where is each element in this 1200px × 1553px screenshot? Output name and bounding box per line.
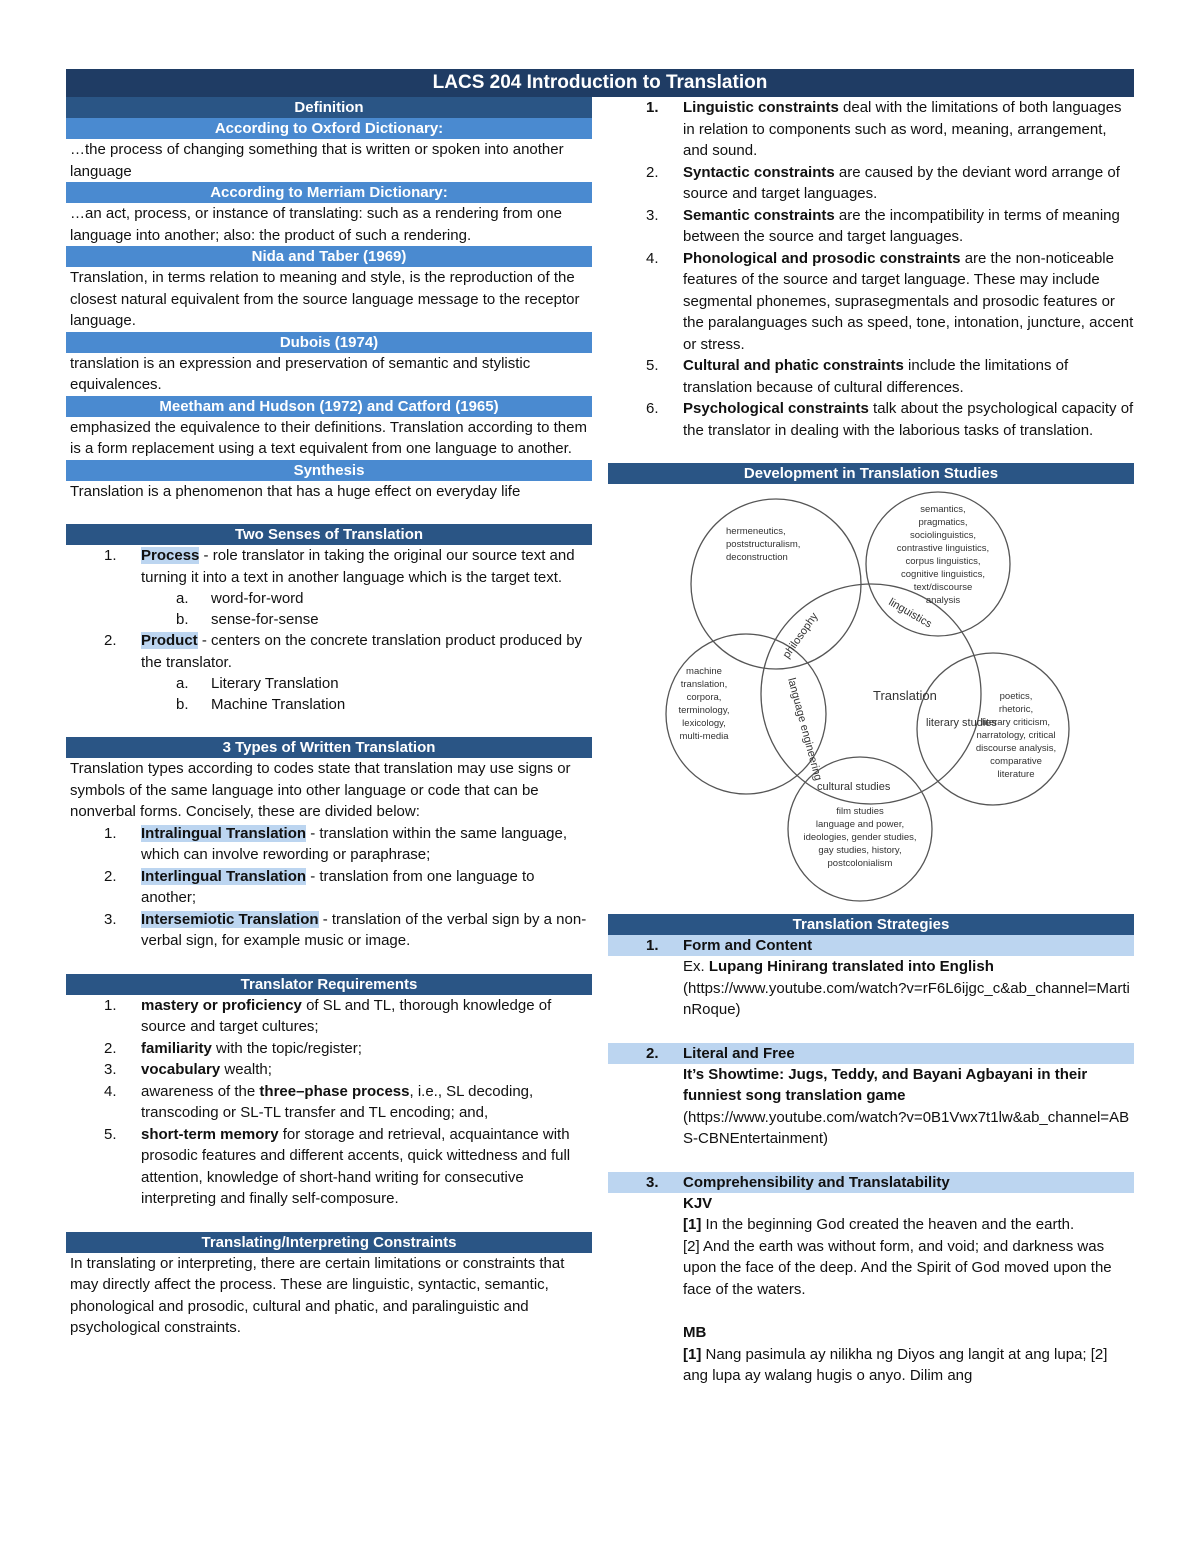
requirements-header: Translator Requirements	[66, 974, 592, 995]
literary-circle	[917, 653, 1069, 805]
strategy-1-header: 1. Form and Content	[608, 935, 1134, 956]
strategy-2-body: It’s Showtime: Jugs, Teddy, and Bayani Agbayani in their funniest song translation game	[683, 1065, 1088, 1104]
literary-term: comparative	[990, 756, 1042, 767]
term-highlight: Interlingual Translation	[141, 867, 307, 885]
philosophy-label: philosophy	[780, 610, 821, 661]
literary-term: literary criticism,	[981, 717, 1051, 728]
linguistics-term: contrastive linguistics,	[896, 543, 990, 554]
list-item: 2. Interlingual Translation - translation from one language to another;	[104, 867, 535, 906]
linguistics-term: text/discourse	[913, 582, 973, 593]
linguistics-term: cognitive linguistics,	[901, 569, 985, 580]
sub-item: a. Literary Translation	[176, 675, 339, 692]
two-senses-list	[66, 545, 592, 715]
dubois-header: Dubois (1974)	[66, 332, 592, 353]
list-item: 1. Process - role translator in taking the original our source text and turning it into a text in another language which is the target text.	[104, 547, 575, 586]
list-item: 4. Phonological and prosodic constraints are the non-noticeable features of the source and target language. These may include segmental phonemes, suprasegmentals and prosodic features or the paralanguages such as speed, tone, intonation, juncture, accent or stress.	[646, 249, 1134, 353]
sub-list	[66, 673, 592, 715]
linguistics-label: linguistics	[886, 596, 934, 631]
synthesis-text: Translation is a phenomenon that has a huge effect on everyday life	[70, 482, 521, 500]
meetham-text: emphasized the equivalence to their definitions. Translation according to them is a form replacement using a text equivalent from one language to another.	[70, 418, 587, 457]
list-item: 1. Intralingual Translation - translation within the same language, which can involve rewording or paraphrase;	[104, 824, 568, 863]
literary-term: literature	[997, 769, 1035, 780]
list-item: 2. Syntactic constraints are caused by the deviant word arrange of source and target languages.	[646, 163, 1120, 202]
merriam-text: …an act, process, or instance of translating: such as a rendering from one language into another; also: the product of such a rendering.	[70, 205, 562, 244]
cultural-term: postcolonialism	[827, 858, 893, 869]
philosophy-term: deconstruction	[726, 552, 788, 563]
cultural-term: language and power,	[815, 819, 905, 830]
literary-term: discourse analysis,	[975, 743, 1057, 754]
definition-header: Definition	[66, 97, 592, 118]
meetham-header: Meetham and Hudson (1972) and Catford (1965)	[66, 396, 592, 417]
constraints-header: Translating/Interpreting Constraints	[66, 1232, 592, 1253]
literary-term: rhetoric,	[998, 704, 1034, 715]
list-item: 2. Product - centers on the concrete translation product produced by the translator.	[104, 632, 583, 671]
term-highlight: Intersemiotic Translation	[141, 910, 319, 928]
engineering-term: multi-media	[679, 731, 729, 742]
kjv-verse-2: [2] And the earth was without form, and void; and darkness was upon the face of the deep. And the Spirit of God moved upon the face of the waters.	[683, 1237, 1112, 1298]
list-item: 4. awareness of the three–phase process, i.e., SL decoding, transcoding or SL-TL transfer and TL encoding; and,	[104, 1082, 534, 1121]
strategy-2-header: 2. Literal and Free	[608, 1043, 1134, 1064]
constraint-list	[608, 97, 1134, 441]
list-item: 3. vocabulary wealth;	[104, 1061, 272, 1078]
oxford-header: According to Oxford Dictionary:	[66, 118, 592, 139]
literary-studies-label: literary studies	[926, 717, 997, 729]
strategy-2-link[interactable]: (https://www.youtube.com/watch?v=0B1Vwx7t1lw&ab_channel=ABS-CBNEntertainment)	[683, 1108, 1130, 1147]
strategy-3-header: 3. Comprehensibility and Translatability	[608, 1172, 1134, 1193]
term-highlight: Product	[141, 632, 198, 649]
philosophy-term: hermeneutics,	[726, 526, 786, 537]
nida-text: Translation, in terms relation to meaning and style, is the reproduction of the closest natural equivalent from the source language message to the receptor language.	[70, 269, 580, 329]
oxford-text: …the process of changing something that is written or spoken into another language	[70, 141, 564, 180]
kjv-label: KJV	[683, 1194, 713, 1212]
list-item: 1. Linguistic constraints deal with the limitations of both languages in relation to components such as word, meaning, arrangement, and sound.	[646, 99, 1122, 159]
merriam-header: According to Merriam Dictionary:	[66, 182, 592, 203]
philosophy-term: poststructuralism,	[726, 539, 801, 550]
engineering-term: lexicology,	[682, 718, 726, 729]
requirements-list	[66, 995, 592, 1210]
mb-label: MB	[683, 1324, 707, 1341]
translation-studies-diagram	[608, 484, 1134, 904]
list-item: 3. Semantic constraints are the incompatibility in terms of meaning between the source and target languages.	[646, 206, 1120, 245]
development-header: Development in Translation Studies	[608, 463, 1134, 484]
engineering-term: terminology,	[678, 705, 730, 716]
two-senses-header: Two Senses of Translation	[66, 524, 592, 545]
sub-item: b. sense-for-sense	[176, 611, 319, 628]
list-item: 3. Intersemiotic Translation - translation of the verbal sign by a non-verbal sign, for example music or image.	[104, 910, 587, 949]
cultural-studies-label: cultural studies	[817, 781, 891, 793]
synthesis-header: Synthesis	[66, 460, 592, 481]
page-title: LACS 204 Introduction to Translation	[66, 69, 1134, 97]
kjv-verse-1: [1] In the beginning God created the heaven and the earth.	[683, 1216, 1075, 1233]
cultural-term: gay studies, history,	[818, 845, 902, 856]
list-item: 5. Cultural and phatic constraints include the limitations of translation because of cultural differences.	[646, 357, 1069, 396]
dubois-text: translation is an expression and preservation of semantic and stylistic equivalences.	[70, 354, 531, 393]
cultural-term: film studies	[836, 806, 884, 817]
nida-header: Nida and Taber (1969)	[66, 246, 592, 267]
engineering-term: corpora,	[686, 692, 722, 703]
literary-term: narratology, critical	[976, 730, 1056, 741]
diagram-center-label: Translation	[873, 688, 937, 703]
linguistics-term: corpus linguistics,	[905, 556, 981, 567]
strategy-1-body: Ex. Lupang Hinirang translated into English	[683, 958, 994, 975]
list-item: 1. mastery or proficiency of SL and TL, thorough knowledge of source and target cultures;	[104, 996, 552, 1035]
term-highlight: Intralingual Translation	[141, 824, 307, 842]
three-types-header: 3 Types of Written Translation	[66, 737, 592, 758]
venn-diagram	[608, 484, 1134, 904]
list-item: 6. Psychological constraints talk about the psychological capacity of the translator in dealing with the laborious tasks of translation.	[646, 400, 1134, 439]
sub-item: a. word-for-word	[176, 590, 304, 607]
list-item: 5. short-term memory for storage and retrieval, acquaintance with prosodic features and different accents, quick wittedness and full attention, knowledge of short-hand writing for consecutive interpreting and finally self-composure.	[104, 1125, 571, 1207]
linguistics-term: analysis	[925, 595, 961, 606]
strategies-header: Translation Strategies	[608, 914, 1134, 935]
philosophy-circle	[691, 499, 861, 669]
engineering-term: translation,	[680, 679, 728, 690]
sub-list	[66, 588, 592, 630]
strategy-1-link[interactable]: (https://www.youtube.com/watch?v=rF6L6ijgc_c&ab_channel=MartinRoque)	[683, 979, 1130, 1018]
constraints-text: In translating or interpreting, there are certain limitations or constraints that may directly affect the process. These are linguistic, syntactic, semantic, phonological and prosodic, cultural and phatic, and paralinguistic and psychological constraints.	[70, 1254, 565, 1336]
three-types-intro: Translation types according to codes state that translation may use signs or symbols of the same language into other language or code that can be nonverbal forms. Concisely, these are divided below:	[70, 760, 571, 820]
term-highlight: Process	[141, 547, 200, 564]
three-types-list	[66, 823, 592, 952]
engineering-term: machine	[686, 666, 722, 677]
linguistics-term: sociolinguistics,	[910, 530, 976, 541]
linguistics-term: pragmatics,	[918, 517, 968, 528]
literary-term: poetics,	[999, 691, 1033, 702]
language-engineering-label: language engineering	[785, 676, 825, 782]
sub-item: b. Machine Translation	[176, 696, 346, 713]
cultural-term: ideologies, gender studies,	[803, 832, 917, 843]
right-column	[608, 97, 1134, 1387]
list-item: 2. familiarity with the topic/register;	[104, 1039, 362, 1057]
linguistics-term: semantics,	[920, 504, 966, 515]
left-column	[66, 97, 592, 1339]
mb-text: [1] Nang pasimula ay nilikha ng Diyos ang langit at ang lupa; [2] ang lupa ay walang hugis o anyo. Dilim ang	[683, 1345, 1108, 1384]
